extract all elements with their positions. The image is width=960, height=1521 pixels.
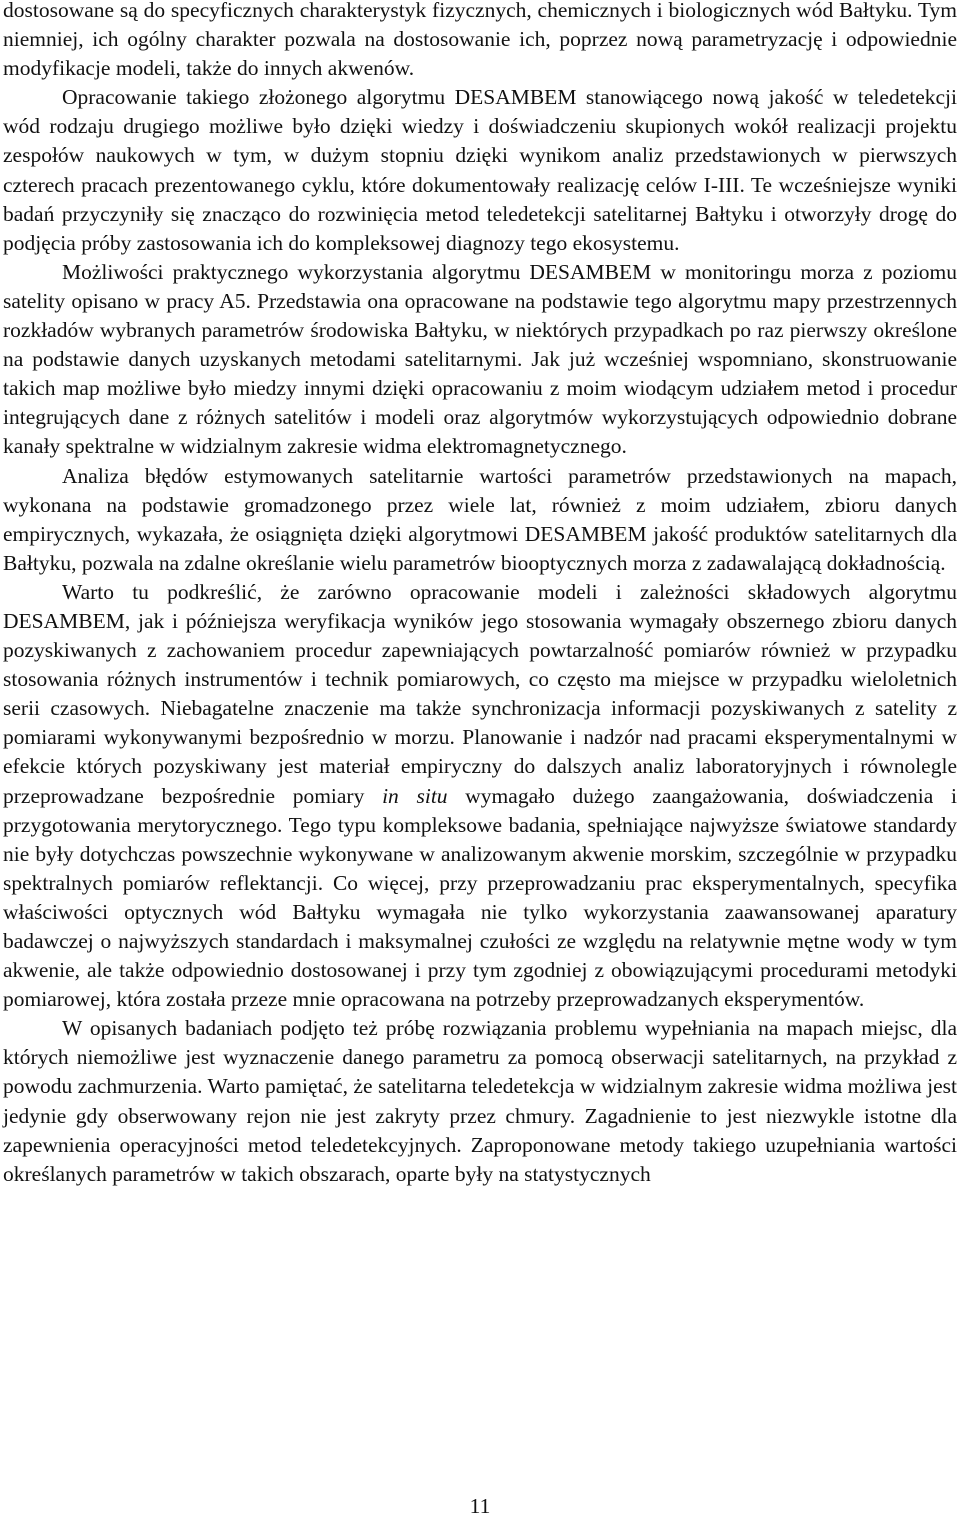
document-page	[3, 0, 957, 1189]
paragraph-cloud-gaps: W opisanych badaniach podjęto też próbę rozwiązania problemu wypełniania na mapach miejsc, dla których niemożliwe jest wyznaczenie danego parametru za pomocą obserwacji satelitarnych, na przykład z powodu zachmurzenia. Warto pamiętać, że satelitarna teledetekcja w widzialnym zakresie widma możliwa jest jedynie gdy obserwowany rejon nie jest zakryty przez chmury. Zagadnienie to jest niezwykle istotne dla zapewnienia operacyjności metod teledetekcyjnych. Zaproponowane metody takiego uzupełniania wartości określanych parametrów w takich obszarach, oparte były na statystycznych	[3, 1016, 957, 1186]
paragraph-text-after-italic: wymagało dużego zaangażowania, doświadczenia i przygotowania merytorycznego. Tego typu kompleksowe badania, spełniające najwyższe światowe standardy nie były dotychczas powszechnie wykonywane w analizowanym akwenie morskim, szczególnie w przypadku spektralnych pomiarów reflektancji. Co więcej, przy przeprowadzaniu prac eksperymentalnych, specyfika właściwości optycznych wód Bałtyku wymagała nie tylko wykorzystania zaawansowanej aparatury badawczej o najwyższych standardach i maksymalnej czułości ze względu na relatywnie mętne wody w tym akwenie, ale także odpowiednio dostosowanej i przy tym zgodniej z obowiązującymi procedurami metodyki pomiarowej, która została przeze mnie opracowana na potrzeby przeprowadzanych eksperymentów.	[3, 783, 957, 1012]
paragraph-measurement-data	[3, 578, 957, 1014]
paragraph-desambem-algorithm: Opracowanie takiego złożonego algorytmu DESAMBEM stanowiącego nową jakość w teledetekcji wód rodzaju drugiego możliwe było dzięki wiedzy i doświadczeniu skupionych wokół realizacji projektu zespołów naukowych w tym, w dużym stopniu dzięki wynikom analiz przedstawionych w pierwszych czterech pracach prezentowanego cyklu, które dokumentowały realizację celów I-III. Te wcześniejsze wyniki badań przyczyniły się znacząco do rozwinięcia metod teledetekcji satelitarnej Bałtyku i otworzyły drogę do podjęcia próby zastosowania ich do kompleksowej diagnozy tego ekosystemu.	[3, 85, 957, 255]
paragraph-error-analysis: Analiza błędów estymowanych satelitarnie wartości parametrów przedstawionych na mapach, wykonana na podstawie gromadzonego przez wiele lat, również z moim udziałem, zbioru danych empirycznych, wykazała, że osiągnięta dzięki algorytmowi DESAMBEM jakość produktów satelitarnych dla Bałtyku, pozwala na zdalne określanie wielu parametrów biooptycznych morza z zadawalającą dokładnością.	[3, 463, 957, 575]
paragraph-practical-use: Możliwości praktycznego wykorzystania algorytmu DESAMBEM w monitoringu morza z poziomu satelity opisano w pracy A5. Przedstawia ona opracowane na podstawie tego algorytmu mapy przestrzennych rozkładów wybranych parametrów środowiska Bałtyku, w niektórych przypadkach po raz pierwszy określone na podstawie danych uzyskanych metodami satelitarnymi. Jak już wcześniej wspomniano, skonstruowanie takich map możliwe było miedzy innymi dzięki opracowaniu z moim wiodącym udziałem metod i procedur integrujących dane z różnych satelitów i modeli oraz algorytmów wykorzystujących odpowiednio dobrane kanały spektralne w widzialnym zakresie widma elektromagnetycznego.	[3, 259, 957, 459]
paragraph-text-before-italic: Warto tu podkreślić, że zarówno opracowanie modeli i zależności składowych algorytmu DESAMBEM, jak i późniejsza weryfikacja wyników jego stosowania wymagały obszernego zbioru danych pozyskiwanych z zachowaniem procedur zapewniających powtarzalność pomiarów również w przypadku stosowania różnych instrumentów i technik pomiarowych, co często ma miejsce w przypadku wieloletnich serii czasowych. Niebagatelne znaczenie ma także synchronizacja informacji pozyskiwanych z satelity z pomiarami wykonywanymi bezpośrednio w morzu. Planowanie i nadzór nad pracami eksperymentalnymi w efekcie których pozyskiwany jest materiał empiryczny do dalszych analiz laboratoryjnych i równolegle przeprowadzane bezpośrednie pomiary	[3, 579, 957, 808]
page-number: 11	[469, 1494, 491, 1518]
italic-term-in-situ: in situ	[382, 783, 448, 808]
paragraph-continuation: dostosowane są do specyficznych charakterystyk fizycznych, chemicznych i biologicznych wód Bałtyku. Tym niemniej, ich ogólny charakter pozwala na dostosowanie ich, poprzez nową parametryzację i odpowiednie modyfikacje modeli, także do innych akwenów.	[3, 0, 957, 81]
